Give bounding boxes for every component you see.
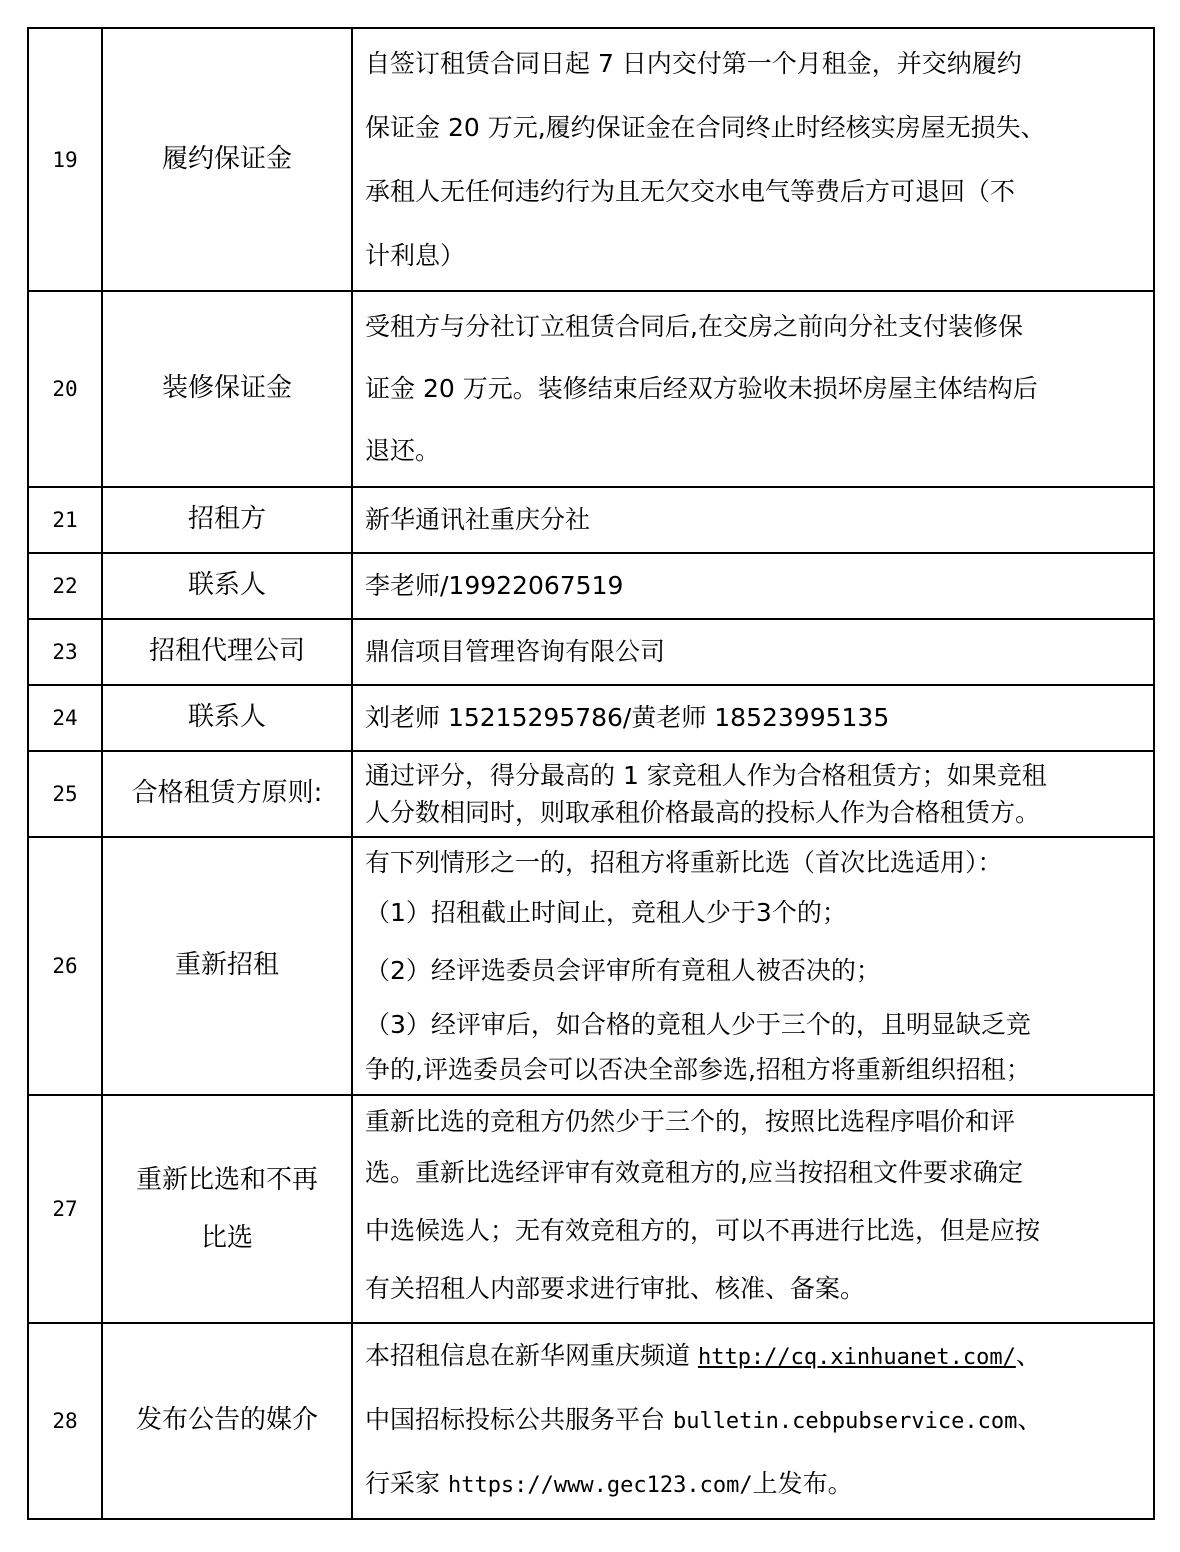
row-item: 发布公告的媒介 <box>102 1323 352 1519</box>
table-row <box>28 28 1154 291</box>
content-text: 行采家 <box>365 1469 448 1498</box>
row-item: 履约保证金 <box>102 28 352 291</box>
content-line: 通过评分，得分最高的 1 家竞租人作为合格租赁方；如果竞租 <box>365 761 1047 790</box>
content-text: 上发布。 <box>752 1469 853 1498</box>
content-line: （1）招租截止时间止，竞租人少于3个的； <box>365 898 847 927</box>
row-number: 27 <box>28 1095 102 1323</box>
xinhuanet-link[interactable]: http://cq.xinhuanet.com/ <box>697 1345 1016 1370</box>
content-text: 中国招标投标公共服务平台 <box>365 1405 673 1434</box>
row-number: 25 <box>28 751 102 837</box>
content-line: 保证金 20 万元,履约保证金在合同终止时经核实房屋无损失、 <box>365 112 1046 142</box>
content-text: 本招租信息在新华网重庆频道 <box>365 1341 698 1370</box>
row-item <box>102 1095 352 1323</box>
content-line: 争的,评选委员会可以否决全部参选,招租方将重新组织招租； <box>365 1055 1031 1084</box>
table-row <box>28 837 1154 1095</box>
content-line: 中选候选人；无有效竞租方的，可以不再进行比选，但是应按 <box>365 1216 1041 1245</box>
content-line <box>365 1389 1143 1453</box>
row-content <box>352 685 1154 751</box>
table-row <box>28 619 1154 685</box>
content-line: 新华通讯社重庆分社 <box>365 504 591 534</box>
row-item-line: 重新比选和不再 <box>135 1165 318 1195</box>
content-line: 受租方与分社订立租赁合同后,在交房之前向分社支付装修保 <box>365 312 1023 341</box>
content-line: 自签订租赁合同日起 7 日内交付第一个月租金，并交纳履约 <box>365 48 1022 78</box>
table-row <box>28 685 1154 751</box>
content-text: 、 <box>1015 1341 1041 1370</box>
content-line: 有下列情形之一的，招租方将重新比选（首次比选适用）： <box>365 848 1003 877</box>
row-number: 19 <box>28 28 102 291</box>
row-content <box>352 487 1154 553</box>
row-item: 招租代理公司 <box>102 619 352 685</box>
row-item: 装修保证金 <box>102 291 352 487</box>
row-number: 21 <box>28 487 102 553</box>
content-line: 选。重新比选经评审有效竟租方的,应当按招租文件要求确定 <box>365 1158 1023 1187</box>
table-row <box>28 553 1154 619</box>
table-row <box>28 1323 1154 1519</box>
table-row <box>28 751 1154 837</box>
content-line: 证金 20 万元。装修结束后经双方验收未损坏房屋主体结构后 <box>365 374 1038 403</box>
row-item: 重新招租 <box>102 837 352 1095</box>
content-line: 刘老师 15215295786/黄老师 18523995135 <box>365 702 890 732</box>
content-line: 鼎信项目管理咨询有限公司 <box>365 636 666 666</box>
row-item: 联系人 <box>102 553 352 619</box>
content-line: 人分数相同时，则取承租价格最高的投标人作为合格租赁方。 <box>365 798 1041 827</box>
row-content <box>352 291 1154 487</box>
row-content <box>352 28 1154 291</box>
row-number: 23 <box>28 619 102 685</box>
row-item: 联系人 <box>102 685 352 751</box>
row-item: 招租方 <box>102 487 352 553</box>
content-line: （2）经评选委员会评审所有竟租人被否决的； <box>365 956 881 985</box>
row-item: 合格租赁方原则: <box>102 751 352 837</box>
content-line: 重新比选的竞租方仍然少于三个的，按照比选程序唱价和评 <box>365 1107 1016 1136</box>
content-line: 计利息） <box>365 240 466 270</box>
row-number: 28 <box>28 1323 102 1519</box>
content-text: 、 <box>1017 1405 1043 1434</box>
row-number: 24 <box>28 685 102 751</box>
table-row <box>28 487 1154 553</box>
content-line <box>365 1453 1143 1517</box>
row-number: 22 <box>28 553 102 619</box>
tender-info-table <box>27 27 1155 1520</box>
row-item-line: 比选 <box>200 1223 253 1253</box>
row-content <box>352 619 1154 685</box>
content-line: （3）经评审后，如合格的竟租人少于三个的，且明显缺乏竞 <box>365 1010 1031 1039</box>
row-content <box>352 553 1154 619</box>
row-number: 26 <box>28 837 102 1095</box>
row-content <box>352 1095 1154 1323</box>
table-row <box>28 291 1154 487</box>
row-content <box>352 1323 1154 1519</box>
gec123-url: https://www.gec123.com/ <box>447 1473 753 1498</box>
content-line: 退还。 <box>365 436 441 465</box>
row-number: 20 <box>28 291 102 487</box>
content-line: 承租人无任何违约行为且无欠交水电气等费后方可退回（不 <box>365 176 1016 206</box>
content-line: 有关招租人内部要求进行审批、核准、备案。 <box>365 1274 866 1303</box>
table-row <box>28 1095 1154 1323</box>
content-line: 李老师/19922067519 <box>365 570 624 600</box>
cebpubservice-url: bulletin.cebpubservice.com <box>672 1409 1018 1434</box>
row-content <box>352 837 1154 1095</box>
row-content <box>352 751 1154 837</box>
content-line <box>365 1325 1143 1389</box>
